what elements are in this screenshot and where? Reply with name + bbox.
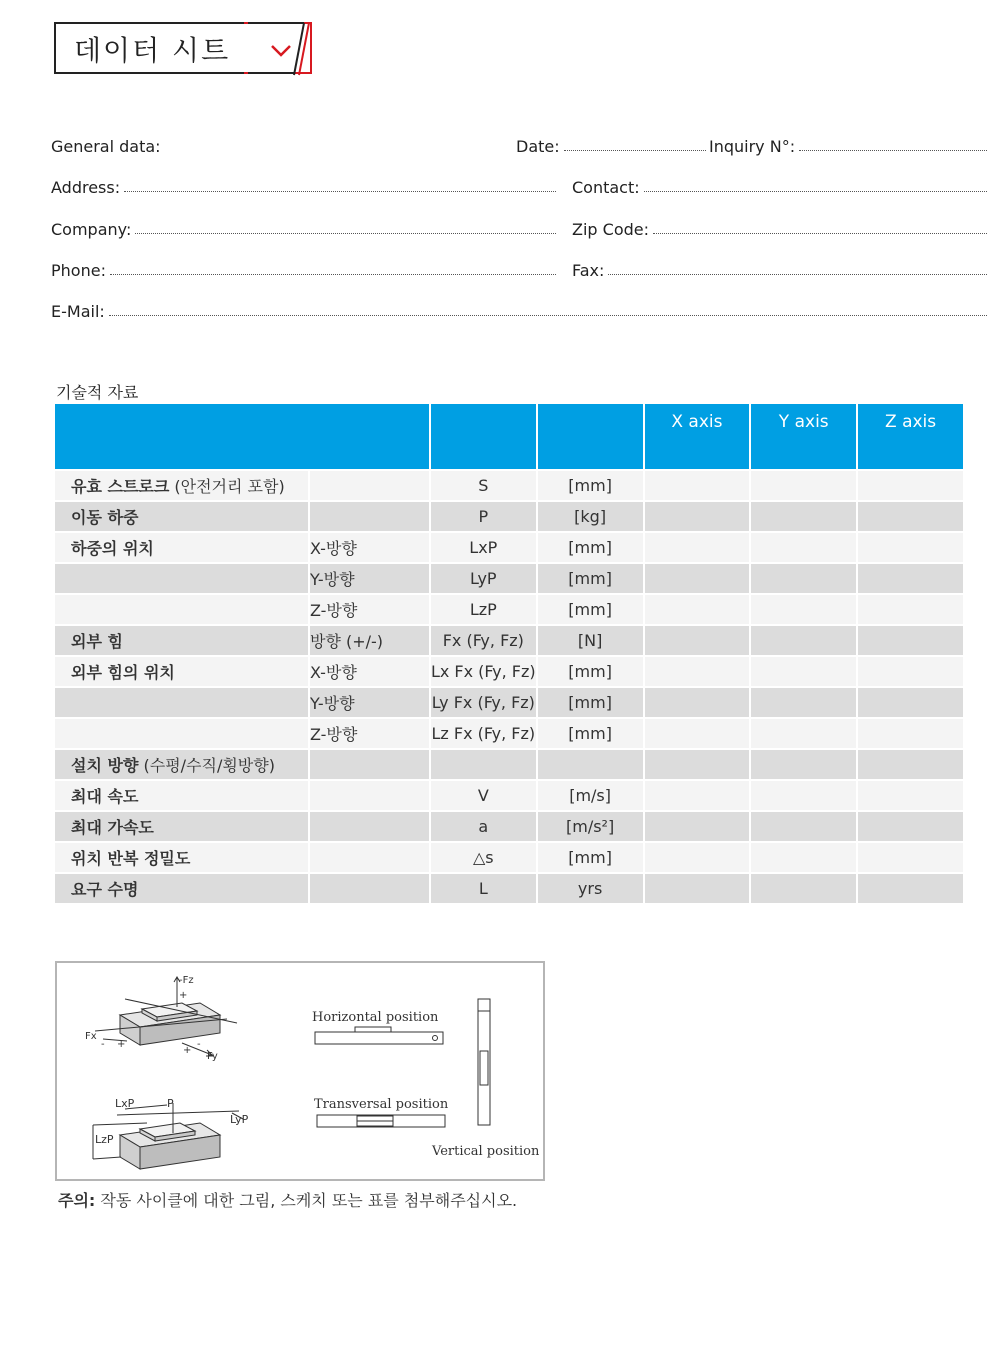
transversal-position-label: Transversal position xyxy=(314,1097,449,1112)
p-label: P xyxy=(167,1097,174,1110)
param-name xyxy=(55,655,308,686)
fz-plus-label: + xyxy=(179,990,188,1001)
y-axis-value-cell[interactable] xyxy=(751,841,856,872)
date-field[interactable] xyxy=(516,132,706,156)
z-axis-value-cell[interactable] xyxy=(858,562,963,593)
param-name xyxy=(55,779,308,810)
z-axis-value-cell[interactable] xyxy=(858,779,963,810)
zip-code-label: Zip Code: xyxy=(572,220,649,239)
x-axis-value-cell[interactable] xyxy=(645,562,750,593)
inquiry-line[interactable] xyxy=(799,149,987,151)
zip-code-line[interactable] xyxy=(653,232,987,234)
fax-line[interactable] xyxy=(608,273,987,275)
param-symbol: LyP xyxy=(431,562,536,593)
fz-label: -Fz xyxy=(179,975,194,986)
table-row xyxy=(55,872,963,903)
z-axis-value-cell[interactable] xyxy=(858,686,963,717)
param-symbol: a xyxy=(431,810,536,841)
header-blank-symbol xyxy=(431,404,536,469)
lzp-label: LzP xyxy=(95,1133,114,1146)
inquiry-label: Inquiry N°: xyxy=(709,137,796,156)
y-axis-value-cell[interactable] xyxy=(751,531,856,562)
z-axis-value-cell[interactable] xyxy=(858,872,963,903)
x-axis-value-cell[interactable] xyxy=(645,810,750,841)
x-axis-value-cell[interactable] xyxy=(645,593,750,624)
tech-data-table xyxy=(53,404,965,903)
param-name-text: 최대 가속도 xyxy=(71,818,154,837)
x-axis-value-cell[interactable] xyxy=(645,841,750,872)
fax-label: Fax: xyxy=(572,261,605,280)
param-name-text: 설치 방향 xyxy=(71,756,139,775)
phone-field[interactable] xyxy=(51,256,556,280)
param-direction xyxy=(310,469,429,500)
table-row xyxy=(55,810,963,841)
param-name-text: 위치 반복 정밀도 xyxy=(71,849,191,868)
inquiry-field[interactable] xyxy=(709,132,987,156)
param-name-extra: (안전거리 포함) xyxy=(169,477,285,496)
x-axis-value-cell[interactable] xyxy=(645,779,750,810)
param-name xyxy=(55,872,308,903)
param-unit: [m/s²] xyxy=(538,810,643,841)
header-blank-name xyxy=(55,404,429,469)
company-field[interactable] xyxy=(51,215,556,239)
y-axis-value-cell[interactable] xyxy=(751,593,856,624)
zip-code-field[interactable] xyxy=(572,215,987,239)
date-label: Date: xyxy=(516,137,560,156)
param-unit: [m/s] xyxy=(538,779,643,810)
company-label: Company: xyxy=(51,220,132,239)
param-unit: [mm] xyxy=(538,841,643,872)
param-name xyxy=(55,531,308,562)
param-symbol: LzP xyxy=(431,593,536,624)
z-axis-value-cell[interactable] xyxy=(858,500,963,531)
table-row xyxy=(55,841,963,872)
param-symbol: P xyxy=(431,500,536,531)
table-row xyxy=(55,531,963,562)
param-name-text: 최대 속도 xyxy=(71,787,139,806)
param-direction: Y-방향 xyxy=(310,562,429,593)
email-line[interactable] xyxy=(109,314,987,316)
param-direction: X-방향 xyxy=(310,531,429,562)
attachment-note xyxy=(58,1188,517,1211)
param-name xyxy=(55,748,308,779)
address-label: Address: xyxy=(51,178,121,197)
table-row xyxy=(55,655,963,686)
param-symbol: Ly Fx (Fy, Fz) xyxy=(431,686,536,717)
param-symbol: △s xyxy=(431,841,536,872)
z-axis-value-cell[interactable] xyxy=(858,841,963,872)
param-unit: [mm] xyxy=(538,686,643,717)
email-field[interactable] xyxy=(51,297,987,321)
table-row xyxy=(55,717,963,748)
lyp-label: LyP xyxy=(230,1113,249,1126)
address-line[interactable] xyxy=(124,190,556,192)
param-unit: yrs xyxy=(538,872,643,903)
fx-plus-label: + xyxy=(117,1039,126,1050)
z-axis-value-cell[interactable] xyxy=(858,624,963,655)
param-direction: Y-방향 xyxy=(310,686,429,717)
param-direction xyxy=(310,872,429,903)
table-row xyxy=(55,686,963,717)
param-unit: [mm] xyxy=(538,562,643,593)
param-unit: [mm] xyxy=(538,593,643,624)
z-axis-value-cell[interactable] xyxy=(858,593,963,624)
header-y-axis: Y axis xyxy=(751,404,856,469)
x-axis-value-cell[interactable] xyxy=(645,500,750,531)
fx-label: Fx xyxy=(85,1031,97,1042)
general-data-heading: General data: xyxy=(51,137,161,156)
address-field[interactable] xyxy=(51,173,556,197)
position-diagram-drawing xyxy=(57,963,545,1181)
table-row xyxy=(55,779,963,810)
y-axis-value-cell[interactable] xyxy=(751,500,856,531)
z-axis-value-cell[interactable] xyxy=(858,717,963,748)
param-name-extra: (수평/수직/횡방향) xyxy=(138,756,275,775)
param-name xyxy=(55,717,308,748)
param-unit xyxy=(538,748,643,779)
x-axis-value-cell[interactable] xyxy=(645,872,750,903)
contact-field[interactable] xyxy=(572,173,987,197)
y-axis-value-cell[interactable] xyxy=(751,686,856,717)
tech-data-title: 기술적 자료 xyxy=(56,383,139,402)
y-axis-value-cell[interactable] xyxy=(751,779,856,810)
z-axis-value-cell[interactable] xyxy=(858,810,963,841)
fy-label: Fy xyxy=(207,1051,218,1062)
note-label: 주의: xyxy=(58,1191,96,1210)
param-symbol xyxy=(431,748,536,779)
fy-minus-label: - xyxy=(197,1039,201,1050)
date-line[interactable] xyxy=(564,149,706,151)
param-symbol: Lz Fx (Fy, Fz) xyxy=(431,717,536,748)
param-unit: [N] xyxy=(538,624,643,655)
table-row xyxy=(55,469,963,500)
param-name xyxy=(55,686,308,717)
y-axis-value-cell[interactable] xyxy=(751,624,856,655)
table-row xyxy=(55,593,963,624)
param-symbol: Fx (Fy, Fz) xyxy=(431,624,536,655)
y-axis-value-cell[interactable] xyxy=(751,717,856,748)
x-axis-value-cell[interactable] xyxy=(645,748,750,779)
fy-plus-label: + xyxy=(183,1045,192,1056)
param-name xyxy=(55,841,308,872)
param-symbol: S xyxy=(431,469,536,500)
z-axis-value-cell[interactable] xyxy=(858,469,963,500)
param-name xyxy=(55,469,308,500)
param-name-text: 유효 스트로크 xyxy=(71,477,170,496)
param-unit: [mm] xyxy=(538,469,643,500)
page-title: 데이터 시트 xyxy=(74,34,231,67)
note-text: 작동 사이클에 대한 그림, 스케치 또는 표를 첨부해주십시오. xyxy=(95,1191,518,1210)
y-axis-value-cell[interactable] xyxy=(751,655,856,686)
x-axis-value-cell[interactable] xyxy=(645,469,750,500)
email-label: E-Mail: xyxy=(51,302,105,321)
fx-minus-label: - xyxy=(101,1039,105,1050)
table-header-row xyxy=(55,404,963,469)
param-symbol: L xyxy=(431,872,536,903)
table-row xyxy=(55,748,963,779)
table-row xyxy=(55,624,963,655)
vertical-position-label: Vertical position xyxy=(432,1144,540,1159)
phone-line[interactable] xyxy=(110,273,556,275)
horizontal-position-label: Horizontal position xyxy=(312,1010,439,1025)
z-axis-value-cell[interactable] xyxy=(858,748,963,779)
general-data-heading-row xyxy=(51,132,511,156)
position-diagram xyxy=(55,961,545,1181)
x-axis-value-cell[interactable] xyxy=(645,655,750,686)
header-x-axis: X axis xyxy=(645,404,750,469)
param-direction xyxy=(310,779,429,810)
company-line[interactable] xyxy=(135,232,556,234)
y-axis-value-cell[interactable] xyxy=(751,562,856,593)
param-name xyxy=(55,810,308,841)
document-header xyxy=(54,22,314,78)
table-row xyxy=(55,562,963,593)
param-name-text: 요구 수명 xyxy=(71,880,139,899)
param-unit: [kg] xyxy=(538,500,643,531)
param-unit: [mm] xyxy=(538,717,643,748)
param-direction xyxy=(310,500,429,531)
param-name-text: 이동 하중 xyxy=(71,508,139,527)
z-axis-value-cell[interactable] xyxy=(858,531,963,562)
param-name xyxy=(55,624,308,655)
phone-label: Phone: xyxy=(51,261,106,280)
param-name xyxy=(55,500,308,531)
param-unit: [mm] xyxy=(538,531,643,562)
param-name-text: 외부 힘의 위치 xyxy=(71,663,175,682)
y-axis-value-cell[interactable] xyxy=(751,748,856,779)
x-axis-value-cell[interactable] xyxy=(645,717,750,748)
param-symbol: LxP xyxy=(431,531,536,562)
param-direction: Z-방향 xyxy=(310,717,429,748)
contact-label: Contact: xyxy=(572,178,640,197)
param-name-text: 외부 힘 xyxy=(71,632,123,651)
x-axis-value-cell[interactable] xyxy=(645,624,750,655)
param-direction xyxy=(310,748,429,779)
param-direction: Z-방향 xyxy=(310,593,429,624)
y-axis-value-cell[interactable] xyxy=(751,469,856,500)
param-name xyxy=(55,562,308,593)
param-name xyxy=(55,593,308,624)
param-direction xyxy=(310,810,429,841)
header-z-axis: Z axis xyxy=(858,404,963,469)
param-name-text: 하중의 위치 xyxy=(71,539,154,558)
table-row xyxy=(55,500,963,531)
lxp-label: LxP xyxy=(115,1097,135,1110)
x-axis-value-cell[interactable] xyxy=(645,686,750,717)
fax-field[interactable] xyxy=(572,256,987,280)
param-direction xyxy=(310,841,429,872)
header-blank-unit xyxy=(538,404,643,469)
contact-line[interactable] xyxy=(644,190,987,192)
x-axis-value-cell[interactable] xyxy=(645,531,750,562)
param-unit: [mm] xyxy=(538,655,643,686)
z-axis-value-cell[interactable] xyxy=(858,655,963,686)
param-symbol: V xyxy=(431,779,536,810)
y-axis-value-cell[interactable] xyxy=(751,810,856,841)
y-axis-value-cell[interactable] xyxy=(751,872,856,903)
param-direction: 방향 (+/-) xyxy=(310,624,429,655)
param-symbol: Lx Fx (Fy, Fz) xyxy=(431,655,536,686)
param-direction: X-방향 xyxy=(310,655,429,686)
